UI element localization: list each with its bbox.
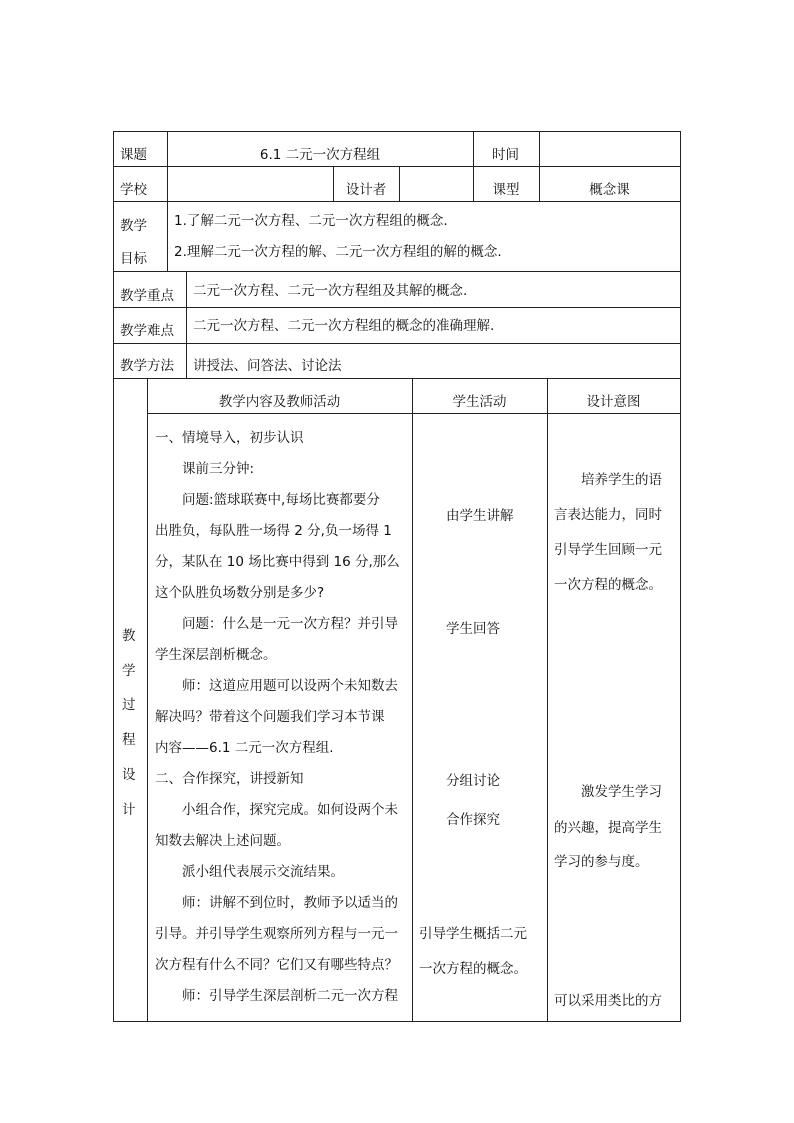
design-intent-line: 学习的参与度。 <box>554 854 649 870</box>
design-intent-line: 激发学生学习 <box>554 784 662 800</box>
key-points-label: 教学重点 <box>120 288 174 304</box>
row-divider <box>113 166 681 167</box>
content-line: 学生深层剖析概念。 <box>155 647 277 663</box>
student-activity: 由学生讲解 <box>446 508 514 524</box>
student-activity: 分组讨论 <box>446 773 500 789</box>
row-divider <box>147 413 681 414</box>
content-line: 师：引导学生深层剖析二元一次方程 <box>155 988 398 1004</box>
content-line: 问题：什么是一元一次方程？并引导 <box>155 616 398 632</box>
design-intent-line: 言表达能力，同时 <box>554 507 662 523</box>
time-label: 时间 <box>492 147 519 163</box>
design-intent-line: 的兴趣，提高学生 <box>554 820 662 836</box>
process-side-char: 学 <box>122 663 136 679</box>
objectives-label-line2: 目标 <box>120 251 147 267</box>
content-line: 出胜负，每队胜一场得 2 分,负一场得 1 <box>155 523 392 539</box>
process-side-char: 程 <box>122 732 136 748</box>
design-intent-line: 一次方程的概念。 <box>554 577 662 593</box>
col-divider <box>167 131 168 201</box>
design-intent-line: 引导学生回顾一元 <box>554 542 662 558</box>
methods-text: 讲授法、问答法、讨论法 <box>193 358 342 374</box>
content-line: 师：讲解不到位时，教师予以适当的 <box>155 895 398 911</box>
col-header-student: 学生活动 <box>452 394 507 410</box>
key-points-text: 二元一次方程、二元一次方程组及其解的概念. <box>193 283 468 299</box>
content-line: 引导。并引导学生观察所列方程与一元一 <box>155 926 398 942</box>
col-header-intent: 设计意图 <box>586 394 641 410</box>
col-divider <box>547 378 548 1021</box>
content-line: 课前三分钟: <box>155 461 255 477</box>
objective-item: 1.了解二元一次方程、二元一次方程组的概念. <box>174 213 448 229</box>
content-line: 二、合作探究，讲授新知 <box>155 771 304 787</box>
col-divider <box>167 201 168 271</box>
type-value: 概念课 <box>589 182 630 198</box>
student-activity: 学生回答 <box>446 621 500 637</box>
student-activity: 一次方程的概念。 <box>419 961 527 977</box>
content-line: 分，某队在 10 场比赛中得到 16 分,那么 <box>155 554 400 570</box>
col-header-content: 教学内容及教师活动 <box>218 394 341 410</box>
lesson-title: 6.1 二元一次方程组 <box>259 147 381 163</box>
process-side-char: 计 <box>122 802 136 818</box>
row-divider <box>113 343 681 344</box>
process-side-char: 过 <box>122 697 136 713</box>
student-activity: 合作探究 <box>446 812 500 828</box>
content-line: 派小组代表展示交流结果。 <box>155 864 344 880</box>
table-border-left <box>113 131 114 1021</box>
row-divider <box>113 378 681 379</box>
content-line: 师：这道应用题可以设两个未知数去 <box>155 678 398 694</box>
type-label: 课型 <box>492 182 520 198</box>
table-border-bottom <box>113 1021 681 1022</box>
content-line: 这个队胜负场数分别是多少? <box>155 585 325 601</box>
table-border-right <box>680 131 681 1021</box>
col-divider <box>412 378 413 1021</box>
methods-label: 教学方法 <box>120 358 174 374</box>
design-intent-line: 可以采用类比的方 <box>554 993 662 1009</box>
objectives-label-line1: 教学 <box>120 218 147 234</box>
col-divider <box>399 166 400 201</box>
content-line: 解决吗？带着这个问题我们学习本节课 <box>155 709 385 725</box>
col-divider <box>186 271 187 378</box>
content-line: 小组合作，探究完成。如何设两个未 <box>155 802 398 818</box>
designer-label: 设计者 <box>345 182 387 198</box>
difficulties-text: 二元一次方程、二元一次方程组的概念的准确理解. <box>193 318 495 334</box>
content-line: 知数去解决上述问题。 <box>155 833 290 849</box>
content-line: 问题:篮球联赛中,每场比赛都要分 <box>155 492 380 508</box>
design-intent-line: 培养学生的语 <box>554 472 662 488</box>
process-side-char: 设 <box>122 767 136 783</box>
lesson-label: 课题 <box>120 147 147 163</box>
content-line: 一、情境导入，初步认识 <box>155 430 304 446</box>
content-line: 次方程有什么不同？它们又有哪些特点？ <box>155 957 398 973</box>
objective-item: 2.理解二元一次方程的解、二元一次方程组的解的概念. <box>174 244 502 260</box>
process-side-char: 教 <box>122 628 136 644</box>
difficulties-label: 教学难点 <box>120 323 174 339</box>
row-divider <box>113 201 681 202</box>
row-divider <box>113 307 681 308</box>
student-activity: 引导学生概括二元 <box>419 926 527 942</box>
col-divider <box>147 378 148 1021</box>
school-label: 学校 <box>120 182 147 198</box>
content-line: 内容——6.1 二元一次方程组. <box>155 740 334 756</box>
row-divider <box>113 271 681 272</box>
table-border-top <box>113 131 681 132</box>
